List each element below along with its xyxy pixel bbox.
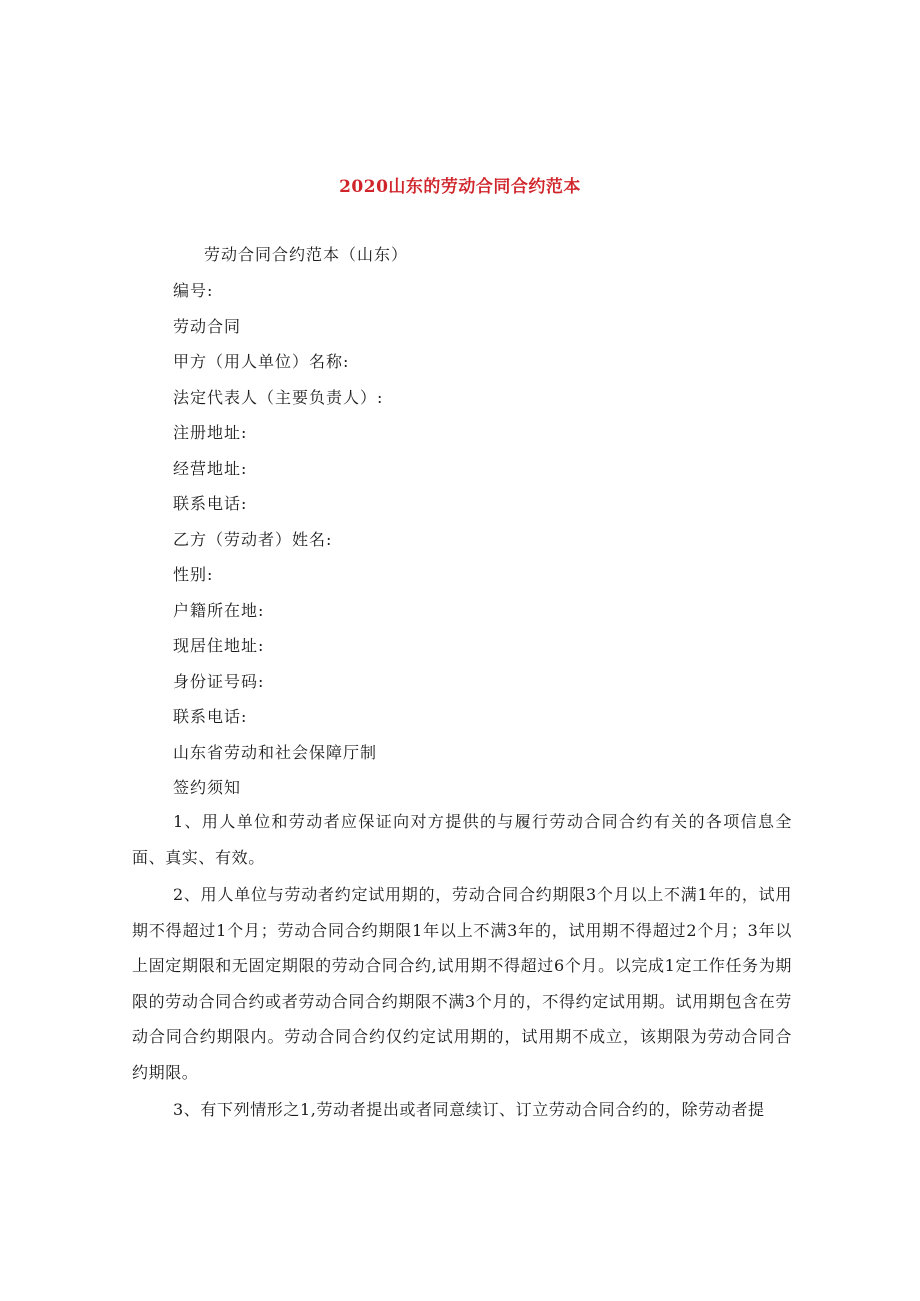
document-subtitle: 劳动合同合约范本（山东） [204,245,409,264]
field-employer-name: 甲方（用人单位）名称: [173,352,350,371]
signing-notice-clauses [132,804,792,1130]
field-gender: 性别: [173,565,214,584]
clause-1: 1、用人单位和劳动者应保证向对方提供的与履行劳动合同合约有关的各项信息全面、真实、有效。 [132,812,792,867]
field-current-address: 现居住地址: [173,636,265,655]
issuing-authority: 山东省劳动和社会保障厅制 [173,742,378,762]
signing-notice-heading: 签约须知 [173,778,242,797]
field-id-number: 身份证号码: [173,671,265,691]
field-registered-address: 注册地址: [173,423,248,442]
contract-fields-list [173,280,383,813]
field-employee-name: 乙方（劳动者）姓名: [173,529,333,549]
field-number: 编号: [173,281,214,300]
field-contract-heading: 劳动合同 [173,316,242,336]
field-household-registration: 户籍所在地: [173,600,265,620]
document-title: 2020山东的劳动合同合约范本 [339,177,581,197]
clause-2: 2、用人单位与劳动者约定试用期的，劳动合同合约期限3个月以上不满1年的，试用期不得超过1个月；劳动合同合约期限1年以上不满3年的，试用期不得超过2个月；3年以上固定期限和无固定期限的劳动合同合约,试用期不得超过6个月。以完成1定工作任务为期限的劳动合同合约或者劳动合同合约期限不满3个月的，不得约定试用期。试用期包含在劳动合同合约期限内。劳动合同合约仅约定试用期的，试用期不成立，该期限为劳动合同合约期限。 [132,885,792,1082]
field-business-address: 经营地址: [173,458,248,478]
clause-3: 3、有下列情形之1,劳动者提出或者同意续订、订立劳动合同合约的，除劳动者提 [173,1100,765,1119]
field-employee-phone: 联系电话: [173,707,248,726]
field-legal-representative: 法定代表人（主要负责人）: [173,387,384,407]
field-employer-phone: 联系电话: [173,494,248,513]
